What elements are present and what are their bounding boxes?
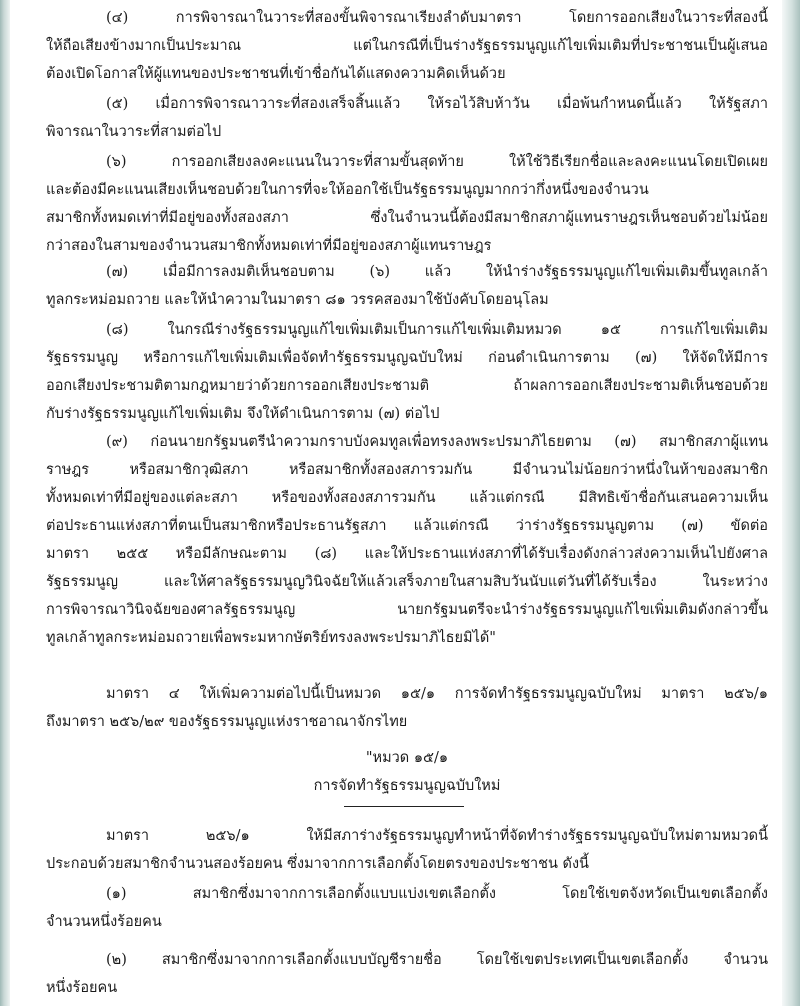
text-line: ออกเสียงประชามติตามกฎหมายว่าด้วยการออกเสียงประชามติ ถ้าผลการออกเสียงประชามติเห็นชอบด้วย [46, 378, 768, 394]
paragraph-item-4 [46, 4, 768, 88]
text-line: ถึงมาตรา ๒๕๖/๒๙ ของรัฐธรรมนูญแห่งราชอาณาจักรไทย [46, 714, 408, 730]
text-line: (๑) สมาชิกซึ่งมาจากการเลือกตั้งแบบแบ่งเขตเลือกตั้ง โดยใช้เขตจังหวัดเป็นเขตเลือกตั้ง [106, 886, 768, 902]
text-line: ประกอบด้วยสมาชิกจำนวนสองร้อยคน ซึ่งมาจากการเลือกตั้งโดยตรงของประชาชน ดังนี้ [46, 856, 589, 872]
text-line: หนึ่งร้อยคน [46, 980, 118, 996]
paragraph-item-9 [46, 428, 768, 652]
section-4-paragraph [46, 680, 768, 736]
text-line: (๖) การออกเสียงลงคะแนนในวาระที่สามขั้นสุดท้าย ให้ใช้วิธีเรียกชื่อและลงคะแนนโดยเปิดเผย [106, 154, 768, 170]
text-line: การพิจารณาวินิจฉัยของศาลรัฐธรรมนูญ นายกรัฐมนตรีจะนำร่างรัฐธรรมนูญแก้ไขเพิ่มเติมดังกล่าวขึ้น [46, 602, 768, 618]
text-line: ต่อประธานแห่งสภาที่ตนเป็นสมาชิกหรือประธานรัฐสภา แล้วแต่กรณี ว่าร่างรัฐธรรมนูญตาม (๗) ขัดต่อ [46, 518, 768, 534]
text-line: มาตรา ๒๕๖/๑ ให้มีสภาร่างรัฐธรรมนูญทำหน้าที่จัดทำร่างรัฐธรรมนูญฉบับใหม่ตามหมวดนี้ [106, 828, 768, 844]
text-line: ทั้งหมดเท่าที่มีอยู่ของแต่ละสภา หรือของทั้งสองสภารวมกัน แล้วแต่กรณี มีสิทธิเข้าชื่อกันเสนอความเห็น [46, 490, 768, 506]
paragraph-item-7 [46, 258, 768, 314]
section-256-1-paragraph [46, 822, 768, 878]
scan-edge-left [0, 0, 10, 1006]
text-line: (๔) การพิจารณาในวาระที่สองขั้นพิจารณาเรียงลำดับมาตรา โดยการออกเสียงในวาระที่สองนี้ [106, 10, 768, 26]
text-line: กับร่างรัฐธรรมนูญแก้ไขเพิ่มเติม จึงให้ดำเนินการตาม (๗) ต่อไป [46, 406, 440, 422]
section-divider [344, 806, 464, 807]
section-256-1-item-2 [46, 946, 768, 1002]
text-line: และต้องมีคะแนนเสียงเห็นชอบด้วยในการที่จะให้ออกใช้เป็นรัฐธรรมนูญมากกว่ากึ่งหนึ่งของจำนวน [46, 182, 649, 198]
text-line: จำนวนหนึ่งร้อยคน [46, 914, 162, 930]
paragraph-item-5 [46, 90, 768, 146]
text-line: มาตรา ๔ ให้เพิ่มความต่อไปนี้เป็นหมวด ๑๕/๑ การจัดทำรัฐธรรมนูญฉบับใหม่ มาตรา ๒๕๖/๑ [106, 686, 768, 702]
text-line: (๗) เมื่อมีการลงมติเห็นชอบตาม (๖) แล้ว ให้นำร่างรัฐธรรมนูญแก้ไขเพิ่มเติมขึ้นทูลเกล้า [106, 264, 768, 280]
text-line: (๘) ในกรณีร่างรัฐธรรมนูญแก้ไขเพิ่มเติมเป็นการแก้ไขเพิ่มเติมหมวด ๑๕ การแก้ไขเพิ่มเติม [106, 322, 768, 338]
text-line: (๒) สมาชิกซึ่งมาจากการเลือกตั้งแบบบัญชีรายชื่อ โดยใช้เขตประเทศเป็นเขตเลือกตั้ง จำนวน [106, 952, 768, 968]
text-line: สมาชิกทั้งหมดเท่าที่มีอยู่ของทั้งสองสภา ซึ่งในจำนวนนี้ต้องมีสมาชิกสภาผู้แทนราษฎรเห็นชอบด้วยไม่น้อย [46, 210, 768, 226]
text-line: ต้องเปิดโอกาสให้ผู้แทนของประชาชนที่เข้าชื่อกันได้แสดงความคิดเห็นด้วย [46, 66, 506, 82]
text-line: ให้ถือเสียงข้างมากเป็นประมาณ แต่ในกรณีที่เป็นร่างรัฐธรรมนูญแก้ไขเพิ่มเติมที่ประชาชนเป็นผู้เสนอ [46, 38, 768, 54]
text-line: รัฐธรรมนูญ หรือการแก้ไขเพิ่มเติมเพื่อจัดทำรัฐธรรมนูญฉบับใหม่ ก่อนดำเนินการตาม (๗) ให้จัดให้มีการ [46, 350, 768, 366]
text-line: มาตรา ๒๕๕ หรือมีลักษณะตาม (๘) และให้ประธานแห่งสภาที่ได้รับเรื่องดังกล่าวส่งความเห็นไปยังศาล [46, 546, 768, 562]
scan-edge-right [782, 0, 800, 1006]
text-line: พิจารณาในวาระที่สามต่อไป [46, 124, 222, 140]
text-line: ราษฎร หรือสมาชิกวุฒิสภา หรือสมาชิกทั้งสองสภารวมกัน มีจำนวนไม่น้อยกว่าหนึ่งในห้าของสมาชิก [46, 462, 768, 478]
chapter-heading: "หมวด ๑๕/๑ [365, 750, 449, 766]
section-256-1-item-1 [46, 880, 768, 936]
paragraph-item-6 [46, 148, 768, 260]
text-line: (๙) ก่อนนายกรัฐมนตรีนำความกราบบังคมทูลเพื่อทรงลงพระปรมาภิไธยตาม (๗) สมาชิกสภาผู้แทน [106, 434, 768, 450]
paragraph-item-8 [46, 316, 768, 428]
text-line: ทูลกระหม่อมถวาย และให้นำความในมาตรา ๘๑ วรรคสองมาใช้บังคับโดยอนุโลม [46, 292, 549, 308]
chapter-title: การจัดทำรัฐธรรมนูญฉบับใหม่ [313, 778, 501, 794]
text-line: (๕) เมื่อการพิจารณาวาระที่สองเสร็จสิ้นแล้ว ให้รอไว้สิบห้าวัน เมื่อพ้นกำหนดนี้แล้ว ให้รัฐสภา [106, 96, 768, 112]
text-line: รัฐธรรมนูญ และให้ศาลรัฐธรรมนูญวินิจฉัยให้แล้วเสร็จภายในสามสิบวันนับแต่วันที่ได้รับเรื่อง ในระหว่าง [46, 574, 768, 590]
document-page [46, 0, 768, 1006]
text-line: กว่าสองในสามของจำนวนสมาชิกทั้งหมดเท่าที่มีอยู่ของสภาผู้แทนราษฎร [46, 238, 492, 254]
text-line: ทูลเกล้าทูลกระหม่อมถวายเพื่อพระมหากษัตริย์ทรงลงพระปรมาภิไธยมิได้" [46, 630, 496, 646]
